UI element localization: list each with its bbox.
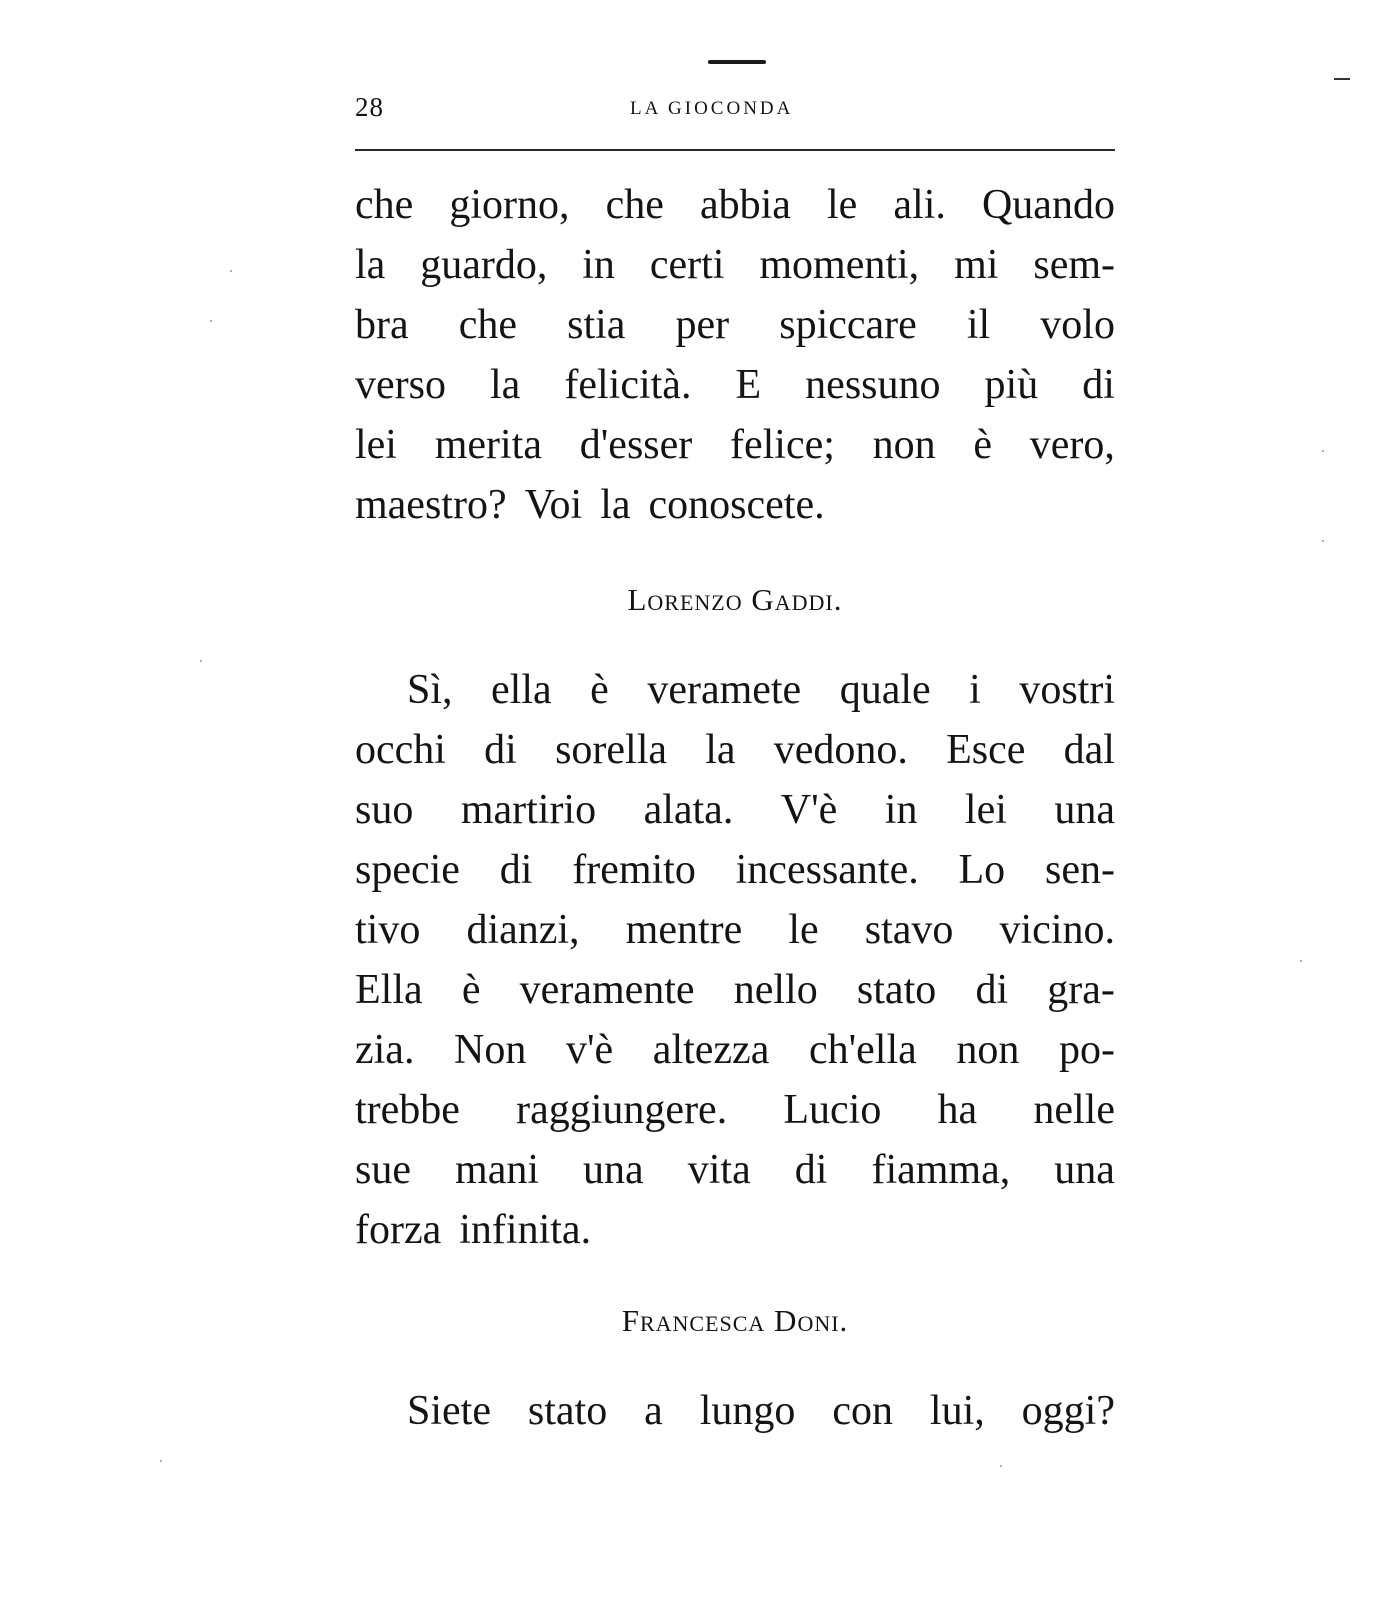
word: gra- [1047, 967, 1115, 1013]
text-line [355, 235, 1115, 295]
header-rule [355, 149, 1115, 151]
word: spiccare [779, 302, 917, 348]
word: è [973, 422, 993, 468]
word: ella [491, 667, 552, 713]
word: è [590, 667, 609, 713]
word: felicità. [564, 362, 692, 408]
word: dianzi, [466, 907, 580, 953]
word: la [355, 242, 386, 288]
text-line [355, 1080, 1115, 1140]
word: quale [839, 667, 931, 713]
running-title: LA GIOCONDA [630, 98, 794, 119]
word: in [582, 242, 615, 288]
text-line [355, 175, 1115, 235]
word: con [832, 1388, 893, 1434]
word: le [788, 907, 819, 953]
word: occhi [355, 727, 446, 773]
word: merita [434, 422, 542, 468]
word: vero, [1029, 422, 1115, 468]
word: dal [1063, 727, 1115, 773]
paper-speck [160, 1460, 162, 1462]
word: stato [527, 1388, 608, 1434]
page-number: 28 [355, 92, 384, 122]
word: veramete [647, 667, 802, 713]
text-line [355, 1381, 1115, 1441]
word: v'è [565, 1027, 614, 1073]
word: martirio [460, 787, 597, 833]
text-line [355, 355, 1115, 415]
page-header [355, 92, 1115, 132]
paper-speck [1322, 450, 1324, 452]
word: il [966, 302, 991, 348]
word: zia. [355, 1027, 415, 1073]
text-line [355, 295, 1115, 355]
word: fiamma, [871, 1147, 1011, 1193]
passage-1 [355, 175, 1115, 535]
word: la [600, 482, 631, 528]
word: Esce [946, 727, 1026, 773]
word: sen- [1044, 847, 1115, 893]
word: maestro? [355, 482, 507, 528]
text-line [355, 840, 1115, 900]
word: verso [355, 362, 446, 408]
word: po- [1058, 1027, 1115, 1073]
text-line [355, 720, 1115, 780]
passage-2 [355, 660, 1115, 1260]
word: lei [355, 422, 397, 468]
word: che [458, 302, 518, 348]
word: di [794, 1147, 828, 1193]
top-print-mark [708, 60, 766, 64]
word: oggi? [1021, 1388, 1115, 1434]
word: vita [687, 1147, 751, 1193]
word: tivo [355, 907, 421, 953]
word: mentre [625, 907, 743, 953]
word: E [735, 362, 762, 408]
word: certi [649, 242, 725, 288]
paper-speck [1000, 1465, 1002, 1467]
edge-print-mark [1334, 78, 1350, 80]
word: la [490, 362, 521, 408]
word: una [1054, 787, 1115, 833]
word: Ella [355, 967, 423, 1013]
text-line [355, 900, 1115, 960]
paper-speck [210, 320, 212, 322]
word: lei [964, 787, 1007, 833]
word: che [605, 182, 664, 228]
word: nelle [1033, 1087, 1115, 1133]
word: conoscete. [648, 482, 825, 528]
word: stato [856, 967, 937, 1013]
text-line [355, 1200, 1115, 1260]
word: raggiungere. [516, 1087, 728, 1133]
word: per [675, 302, 730, 348]
word: una [1054, 1147, 1115, 1193]
word: è [461, 967, 481, 1013]
word: fremito [572, 847, 696, 893]
word: nello [733, 967, 818, 1013]
word: lungo [699, 1388, 796, 1434]
word: alata. [643, 787, 734, 833]
word: la [705, 727, 736, 773]
word: giorno, [449, 182, 570, 228]
word: vostri [1019, 667, 1115, 713]
word: sue [355, 1147, 411, 1193]
word: Sì, [407, 667, 453, 713]
text-line [355, 475, 1115, 535]
word: stia [567, 302, 626, 348]
paper-speck [1300, 960, 1302, 962]
word: suo [355, 787, 414, 833]
word: altezza [652, 1027, 770, 1073]
speaker-name: Francesca Doni. [621, 1303, 849, 1338]
word: in [884, 787, 918, 833]
passage-3 [355, 1381, 1115, 1441]
word: vicino. [999, 907, 1115, 953]
word: Lucio [783, 1087, 882, 1133]
word: stavo [864, 907, 954, 953]
text-line [355, 1140, 1115, 1200]
word: momenti, [759, 242, 920, 288]
paper-speck [1322, 540, 1324, 542]
word: specie [355, 847, 460, 893]
word: bra [355, 302, 409, 348]
word: nessuno [805, 362, 941, 408]
text-line [355, 1020, 1115, 1080]
word: di [975, 967, 1009, 1013]
paper-speck [200, 660, 202, 662]
word: più [984, 362, 1039, 408]
word: trebbe [355, 1087, 460, 1133]
word: Quando [981, 182, 1115, 228]
word: infinita. [459, 1207, 592, 1253]
word: che [355, 182, 414, 228]
word: forza [355, 1207, 442, 1253]
word: felice; [730, 422, 835, 468]
word: sem- [1033, 242, 1115, 288]
word: Non [454, 1027, 527, 1073]
word: a [644, 1388, 663, 1434]
text-line [355, 780, 1115, 840]
word: ha [937, 1087, 978, 1133]
word: ch'ella [808, 1027, 917, 1073]
word: mani [455, 1147, 540, 1193]
word: non [872, 422, 936, 468]
word: sorella [555, 727, 668, 773]
text-line [355, 960, 1115, 1020]
word: veramente [519, 967, 695, 1013]
word: di [1082, 362, 1115, 408]
word: abbia [699, 182, 791, 228]
word: Siete [407, 1388, 491, 1434]
word: V'è [780, 787, 838, 833]
word: le [827, 182, 858, 228]
text-line [355, 660, 1115, 720]
word: incessante. [735, 847, 919, 893]
word: guardo, [420, 242, 548, 288]
paper-speck [230, 270, 232, 272]
word: d'esser [579, 422, 693, 468]
word: non [956, 1027, 1020, 1073]
word: Lo [958, 847, 1006, 893]
word: di [499, 847, 533, 893]
word: ali. [893, 182, 946, 228]
word: vedono. [773, 727, 908, 773]
word: una [583, 1147, 644, 1193]
word: i [969, 667, 981, 713]
word: di [484, 727, 517, 773]
word: volo [1040, 302, 1115, 348]
word: mi [954, 242, 999, 288]
word: Voi [524, 482, 583, 528]
word: lui, [929, 1388, 985, 1434]
text-line [355, 415, 1115, 475]
speaker-name: Lorenzo Gaddi. [627, 582, 843, 617]
